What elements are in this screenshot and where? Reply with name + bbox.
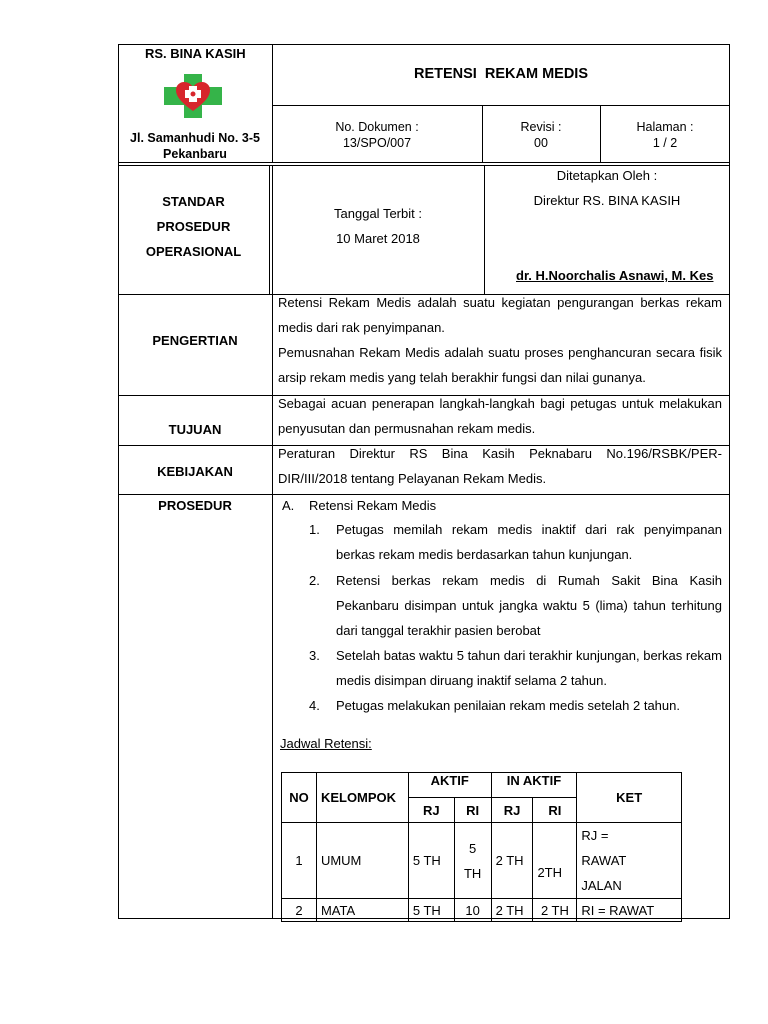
halaman-label: Halaman : (636, 120, 694, 134)
row-ket-line2: RAWAT (581, 853, 627, 868)
kebijakan-text: Peraturan Direktur RS Bina Kasih Peknabaru No.196/RSBK/PER-DIR/III/2018 tentang Pelayanan Rekam Medis. (278, 446, 722, 486)
document-title: RETENSI REKAM MEDIS (413, 66, 588, 82)
row-aktif-ri-line2: TH (463, 865, 482, 881)
ditetapkan-label: Ditetapkan Oleh : (556, 168, 658, 183)
row-aktif-ri-line1: 5 (469, 840, 477, 856)
jadwal-retensi-title: Jadwal Retensi: (280, 736, 372, 751)
step-number: 3. (309, 648, 320, 663)
row-inaktif-rj: 2 TH (491, 823, 533, 899)
revisi-label: Revisi : (520, 120, 562, 134)
kebijakan-label: KEBIJAKAN (157, 464, 233, 479)
tujuan-text: Sebagai acuan penerapan langkah-langkah bagi petugas untuk melakukan penyusutan dan permusnahan rekam medis. (278, 396, 722, 436)
ditetapkan-role: Direktur RS. BINA KASIH (533, 193, 681, 208)
doc-no-value: 13/SPO/007 (342, 136, 412, 150)
step-text: Setelah batas waktu 5 tahun dari terakhir kunjungan, berkas rekam medis disimpan diruang inaktif selama 2 tahun. (336, 648, 722, 688)
hospital-name: RS. BINA KASIH (145, 46, 246, 61)
hospital-logo (164, 74, 222, 118)
row-ket (577, 823, 682, 899)
section-title: Retensi Rekam Medis (309, 498, 437, 513)
header-kelompok: KELOMPOK (316, 773, 408, 823)
sop-label-line3: OPERASIONAL (145, 244, 242, 259)
jadwal-retensi-table (281, 772, 682, 922)
revisi-value: 00 (534, 136, 548, 150)
header-inaktif-ri: RI (533, 798, 577, 823)
row-ket: RI = RAWAT (577, 899, 682, 922)
step-number: 4. (309, 698, 320, 713)
table-header-row (282, 773, 682, 798)
row-ket-line1: RJ = (581, 828, 609, 843)
row-inaktif-ri: 2TH (533, 823, 577, 899)
header-inaktif-rj: RJ (491, 798, 533, 823)
pengertian-paragraph-2: Pemusnahan Rekam Medis adalah suatu proses penghancuran secara fisik arsip rekam medis yang telah berakhir fungsi dan nilai gunanya. (278, 345, 722, 385)
tanggal-terbit-label: Tanggal Terbit : (334, 206, 422, 221)
header-aktif-rj: RJ (408, 798, 454, 823)
header-no: NO (282, 773, 317, 823)
row-ket-line3: JALAN (581, 878, 622, 893)
step-number: 2. (309, 573, 320, 588)
prosedur-label: PROSEDUR (158, 498, 232, 513)
row-no: 1 (282, 823, 317, 899)
step-number: 1. (309, 522, 320, 537)
row-no: 2 (282, 899, 317, 922)
step-text: Petugas memilah rekam medis inaktif dari rak penyimpanan berkas rekam medis berdasarkan tahun kunjungan. (336, 522, 722, 562)
row-aktif-ri (454, 823, 491, 899)
sop-label-line1: STANDAR (162, 194, 225, 209)
table-row (282, 899, 682, 922)
row-aktif-rj: 5 TH (408, 823, 454, 899)
halaman-value: 1 / 2 (652, 136, 678, 150)
step-text: Petugas melakukan penilaian rekam medis setelah 2 tahun. (336, 698, 680, 713)
hospital-address-line2: Pekanbaru (163, 147, 227, 161)
row-inaktif-ri: 2 TH (533, 899, 577, 922)
row-kelompok: UMUM (316, 823, 408, 899)
table-row (282, 823, 682, 899)
row-kelompok: MATA (316, 899, 408, 922)
tanggal-terbit-value: 10 Maret 2018 (336, 231, 420, 246)
ditetapkan-name: dr. H.Noorchalis Asnawi, M. Kes (516, 268, 714, 283)
section-letter: A. (282, 498, 295, 513)
sop-label-line2: PROSEDUR (156, 219, 231, 234)
pengertian-paragraph-1: Retensi Rekam Medis adalah suatu kegiatan pengurangan berkas rekam medis dari rak penyimpanan. (278, 295, 722, 335)
header-aktif: AKTIF (408, 773, 491, 798)
step-text: Retensi berkas rekam medis di Rumah Sakit Bina Kasih Pekanbaru disimpan untuk jangka waktu 5 (lima) tahun terhitung dari tanggal terakhir pasien berobat (336, 573, 722, 638)
tujuan-label: TUJUAN (168, 422, 222, 437)
header-ket: KET (577, 773, 682, 823)
hospital-address-line1: Jl. Samanhudi No. 3-5 (130, 131, 260, 145)
doc-no-label: No. Dokumen : (335, 120, 419, 134)
pengertian-label: PENGERTIAN (152, 333, 238, 348)
row-aktif-rj: 5 TH (408, 899, 454, 922)
cross-heart-logo-icon (164, 74, 222, 118)
header-aktif-ri: RI (454, 798, 491, 823)
row-aktif-ri: 10 (454, 899, 491, 922)
header-inaktif: IN AKTIF (491, 773, 577, 798)
row-inaktif-rj: 2 TH (491, 899, 533, 922)
